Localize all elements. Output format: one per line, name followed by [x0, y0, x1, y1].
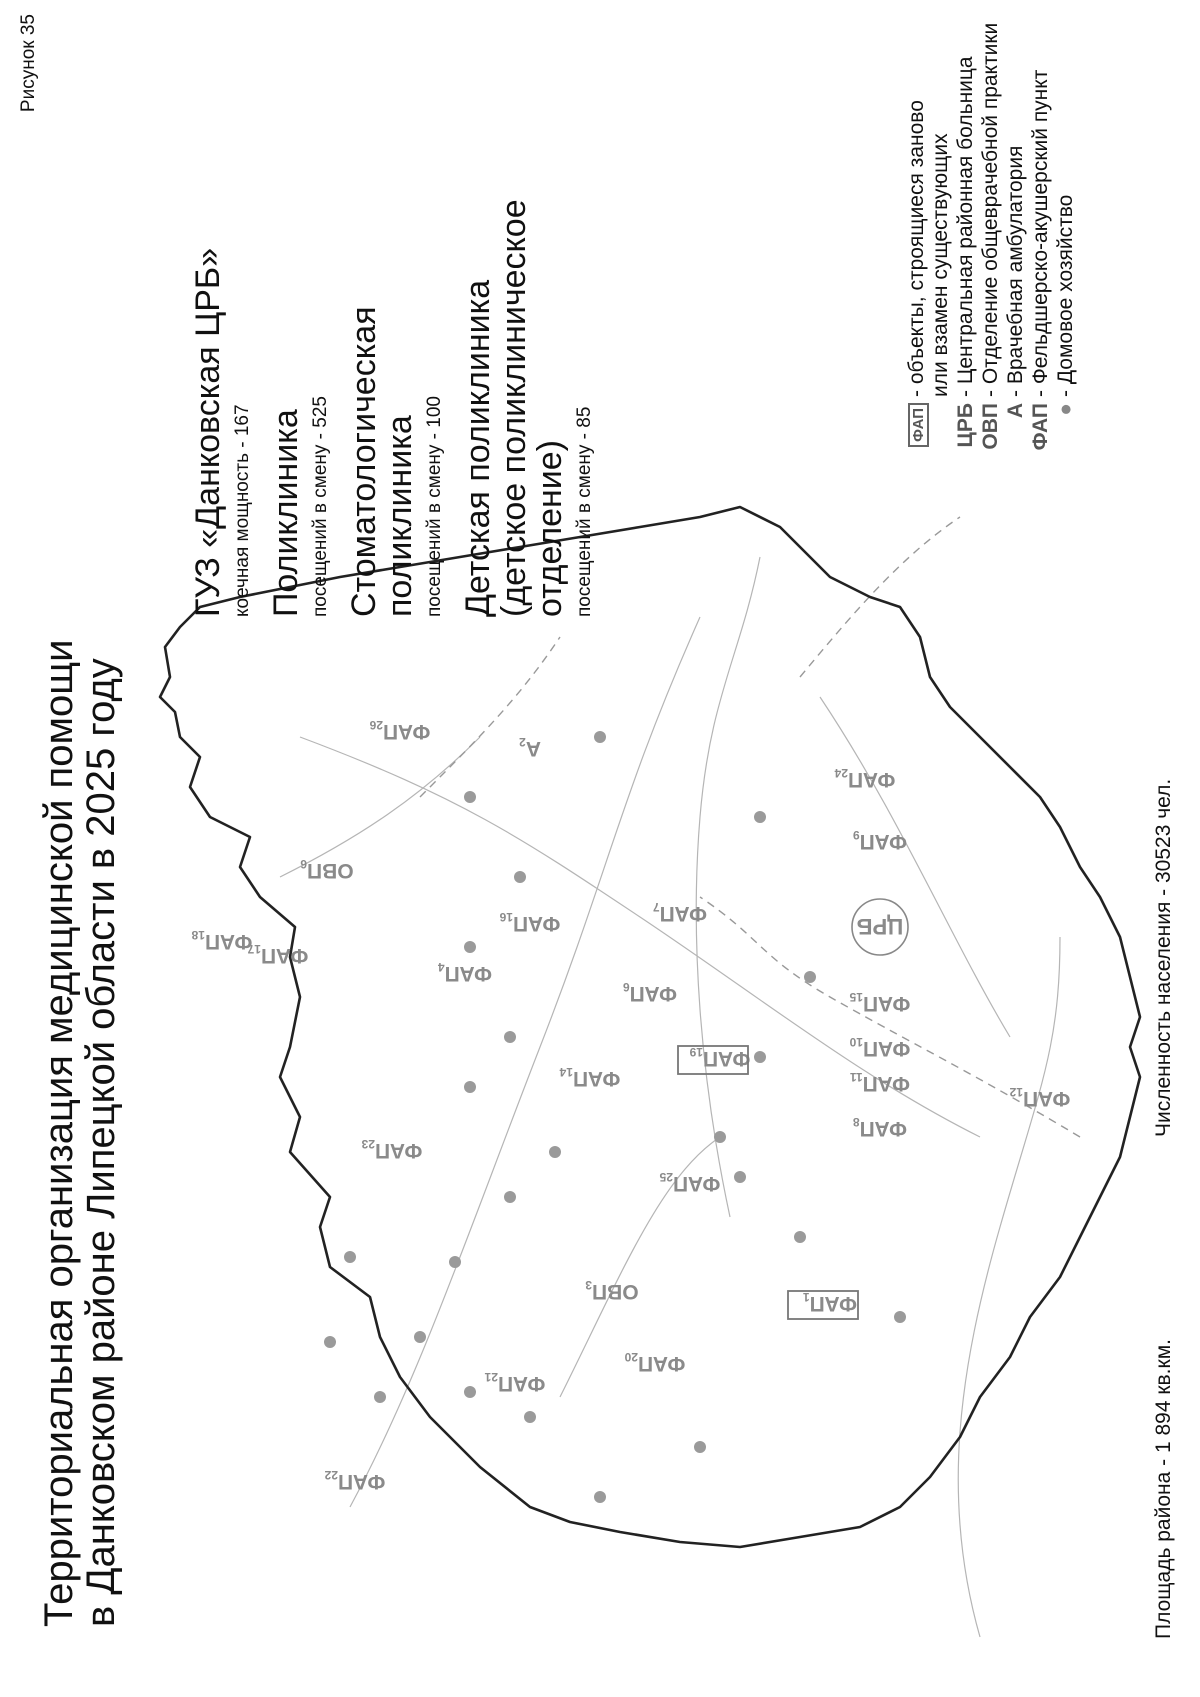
facility-number: 3 [585, 1278, 593, 1292]
legend-text-continued: или взамен существующих [929, 133, 952, 397]
facility-number: 6 [622, 980, 630, 994]
facility-marker [484, 1370, 545, 1395]
household-dot [464, 791, 476, 803]
children-name-line-2: (детское поликлиническое [495, 199, 533, 617]
facility-marker [850, 1070, 910, 1095]
facility-label: ФАП8 [852, 1115, 908, 1140]
household-dot [324, 1336, 336, 1348]
facility-number: 17 [247, 942, 261, 956]
facility-label: ФАП6 [622, 980, 678, 1005]
facility-number: 15 [849, 990, 863, 1004]
facility-number: 7 [652, 900, 660, 914]
facility-number: 25 [659, 1170, 673, 1184]
facility-marker [849, 990, 910, 1015]
household-dot [594, 731, 606, 743]
dental-name-line-2: поликлиника [381, 415, 419, 617]
legend-symbol: ЦРБ [954, 403, 977, 448]
facility-marker [623, 980, 677, 1005]
household-dot [894, 1311, 906, 1323]
children-visits: посещений в смену - 85 [574, 406, 595, 617]
legend-text: - Отделение общеврачебной практики [979, 22, 1002, 397]
legend-symbol: А [1004, 403, 1027, 419]
household-dot [594, 1491, 606, 1503]
household-dot [714, 1131, 726, 1143]
facility-number: 2 [519, 735, 526, 749]
facility-label: ФАП21 [484, 1370, 546, 1395]
legend-symbol: ФАП [1029, 403, 1052, 451]
district-population: Численность населения - 30523 чел. [1152, 778, 1175, 1137]
facility-label: ФАП14 [559, 1065, 621, 1090]
facility-number: 18 [191, 928, 205, 942]
legend-text: - объекты, строящиеся заново [905, 100, 928, 397]
facility-label: ФАП20 [624, 1350, 686, 1375]
road-line [958, 937, 1060, 1637]
legend-text: - Фельдшерско-акушерский пункт [1029, 69, 1052, 397]
legend-item-household [1054, 7, 1078, 467]
household-dot [449, 1256, 461, 1268]
facility-label: ФАП23 [361, 1137, 423, 1162]
facility-label: ЦРБ [856, 914, 904, 939]
household-dot [754, 1051, 766, 1063]
household-dot [694, 1441, 706, 1453]
facility-number: 11 [849, 1070, 863, 1084]
facility-number: 26 [369, 718, 383, 732]
facility-marker [300, 857, 354, 882]
facility-label: ФАП1 [802, 1290, 858, 1315]
facility-marker [1009, 1085, 1070, 1110]
household-dot [514, 871, 526, 883]
facility-markers [191, 718, 1070, 1493]
facility-marker [361, 1137, 422, 1162]
facility-number: 19 [689, 1045, 703, 1059]
facility-number: 24 [834, 766, 848, 780]
legend-text: - Врачебная амбулатория [1004, 145, 1027, 397]
dental-visits: посещений в смену - 100 [424, 396, 445, 617]
facility-number: 14 [559, 1065, 573, 1079]
children-name-line-3: отделение) [531, 440, 569, 617]
map-legend [905, 7, 1079, 467]
facility-number: 9 [852, 828, 860, 842]
facility-marker [653, 900, 707, 925]
facility-marker [438, 960, 492, 985]
household-dot [734, 1171, 746, 1183]
facility-number: 12 [1009, 1085, 1023, 1099]
district-border [160, 507, 1140, 1547]
facility-label: ОВП6 [300, 857, 354, 882]
legend-item-ovp [979, 7, 1003, 467]
hospital-name: ГУЗ «Данковская ЦРБ» [189, 247, 227, 617]
legend-symbol-boxed: ФАП [905, 403, 931, 467]
facility-marker [849, 1035, 910, 1060]
children-name-line-1: Детская поликлиника [459, 279, 497, 617]
facility-marker [191, 928, 252, 953]
legend-item-ambulatory [1004, 7, 1028, 467]
facility-label: ФАП12 [1009, 1085, 1071, 1110]
facility-number: 8 [852, 1115, 860, 1129]
legend-item-fap [1029, 7, 1053, 467]
polyclinic-name: Поликлиника [267, 409, 305, 617]
facility-number: 20 [624, 1350, 638, 1364]
facility-label: ФАП15 [849, 990, 911, 1015]
facility-label: ФАП22 [324, 1468, 386, 1493]
legend-item-new-objects [905, 7, 953, 467]
household-dot [794, 1231, 806, 1243]
household-dot [504, 1031, 516, 1043]
facility-label: ФАП24 [834, 766, 896, 791]
household-dot [374, 1391, 386, 1403]
facility-number: 6 [300, 857, 308, 871]
facility-number: 21 [484, 1370, 498, 1384]
hospital-capacity: коечная мощность - 167 [232, 404, 253, 617]
facility-label: ФАП10 [849, 1035, 911, 1060]
facility-marker [559, 1065, 620, 1090]
facility-marker [624, 1350, 685, 1375]
facility-number: 22 [324, 1468, 338, 1482]
households [324, 731, 906, 1503]
polyclinic-visits: посещений в смену - 525 [310, 396, 331, 617]
road-line [280, 737, 480, 877]
household-dot [549, 1146, 561, 1158]
facility-number: 23 [361, 1137, 375, 1151]
legend-item-crb [954, 7, 978, 467]
facility-number: 1 [802, 1290, 810, 1304]
facility-label: ОВП3 [585, 1278, 639, 1303]
facility-marker [519, 735, 541, 760]
household-dot [504, 1191, 516, 1203]
household-dot [464, 1386, 476, 1398]
facility-marker [834, 766, 895, 791]
facility-number: 4 [437, 960, 445, 974]
facility-marker [324, 1468, 385, 1493]
district-area: Площадь района - 1 894 кв.км. [1152, 1339, 1175, 1639]
facility-label: ФАП18 [191, 928, 253, 953]
facility-label: ФАП25 [659, 1170, 721, 1195]
household-dot [754, 811, 766, 823]
household-dot [414, 1331, 426, 1343]
household-dot [464, 941, 476, 953]
facility-label: ФАП17 [247, 942, 309, 967]
facility-label: ФАП11 [849, 1070, 911, 1095]
background-roads [280, 557, 1060, 1637]
dental-name-line-1: Стоматологическая [345, 306, 383, 617]
household-dot-icon: ● [1054, 403, 1077, 416]
dashed-road [800, 517, 960, 677]
facility-marker [247, 942, 308, 967]
facility-marker [788, 1290, 858, 1319]
facility-marker [499, 910, 560, 935]
facility-label: А2 [519, 735, 541, 760]
facility-marker [853, 828, 907, 853]
household-dot [804, 971, 816, 983]
figure-label: Рисунок 35 [18, 14, 39, 113]
household-dot [344, 1251, 356, 1263]
facility-label: ФАП16 [499, 910, 561, 935]
institution-info [178, 17, 604, 617]
legend-symbol: ОВП [979, 403, 1002, 450]
facility-label: ФАП26 [369, 718, 431, 743]
legend-text: - Домовое хозяйство [1054, 194, 1077, 397]
household-dot [524, 1411, 536, 1423]
road-line [696, 557, 760, 1217]
facility-number: 10 [849, 1035, 863, 1049]
road-line [820, 697, 1010, 1037]
title-line-1: Территориальная организация медицинской помощи [37, 639, 81, 1627]
legend-text: - Центральная районная больница [954, 56, 977, 397]
facility-marker [852, 899, 908, 955]
title-line-2: в Данковском районе Липецкой области в 2025 году [79, 658, 123, 1627]
facility-marker [853, 1115, 907, 1140]
facility-label: ФАП9 [852, 828, 908, 853]
facility-marker [369, 718, 430, 743]
facility-number: 16 [499, 910, 513, 924]
household-dot [464, 1081, 476, 1093]
facility-label: ФАП19 [689, 1045, 751, 1070]
facility-label: ФАП7 [652, 900, 708, 925]
facility-marker [585, 1278, 639, 1303]
facility-label: ФАП4 [437, 960, 493, 985]
facility-marker [678, 1045, 750, 1074]
